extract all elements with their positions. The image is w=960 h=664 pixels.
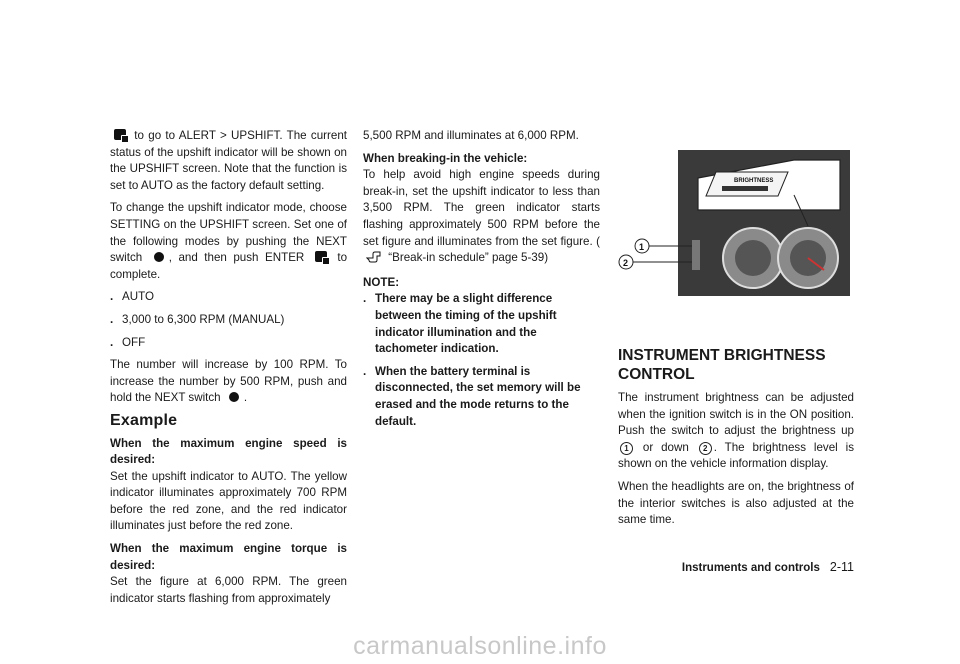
- text: , and then push ENTER: [168, 251, 305, 265]
- callout-1-inline: 1: [620, 442, 633, 455]
- right-column: [618, 346, 854, 535]
- next-switch-icon: [229, 392, 239, 402]
- text: to go to ALERT > UPSHIFT. The current status of the upshift indicator will be shown on the UPSHIFT screen. Note that the function is set to AUTO as the factory default setting.: [110, 129, 347, 192]
- paragraph-change-mode: [110, 200, 347, 283]
- enter-switch-icon: [114, 129, 126, 140]
- link-reference[interactable]: “Break-in schedule” page 5-39): [388, 251, 549, 265]
- paragraph-max-torque: Set the figure at 6,000 RPM. The green indicator starts flashing from approximately: [110, 575, 347, 605]
- page-footer: [628, 560, 854, 574]
- enter-switch-icon: [315, 251, 327, 262]
- note-label: NOTE:: [363, 275, 400, 289]
- callout-2: 2: [623, 258, 629, 268]
- subheading-max-speed: When the maximum engine speed is desired:: [110, 436, 347, 467]
- section-name: Instruments and controls: [681, 562, 820, 574]
- paragraph-increase: [110, 357, 347, 407]
- text: The number will increase by 100 RPM. To increase the number by 500 RPM, push and hold the NEXT switch: [110, 358, 347, 405]
- middle-column: [363, 128, 600, 436]
- text: To help avoid high engine speeds during break-in, set the upshift indicator to less than 3,500 RPM. The green indicator starts flashing approximately 500 RPM before the set figure and illuminates from the set figure. (: [363, 168, 600, 248]
- paragraph-brightness: [618, 390, 854, 473]
- instrument-panel-illustration: [618, 140, 850, 296]
- watermark: carmanualsonline.info: [353, 632, 607, 660]
- subheading-break-in: When breaking-in the vehicle:: [363, 151, 528, 165]
- text: or down: [642, 440, 689, 454]
- text: to complete.: [110, 251, 348, 281]
- left-column: [110, 128, 347, 613]
- text: .: [243, 391, 248, 405]
- text: . The brightness level is shown on the vehicle information display.: [618, 440, 854, 471]
- callout-1: 1: [639, 242, 645, 252]
- paragraph-headlights: When the headlights are on, the brightness of the interior switches is also adjusted at the same time.: [618, 479, 854, 527]
- page-number: 2-11: [829, 560, 854, 574]
- paragraph-continuation: 5,500 RPM and illuminates at 6,000 RPM.: [363, 129, 579, 142]
- paragraph-max-speed: Set the upshift indicator to AUTO. The yellow indicator illuminates approximately 700 RPM before the red zone, and the red indicator illuminates just before the red zone.: [110, 469, 347, 533]
- text: To change the upshift indicator mode, choose SETTING on the UPSHIFT screen. Set one of the following modes by pushing the NEXT switch: [110, 201, 347, 265]
- section-heading-example: Example: [110, 411, 178, 429]
- list-item: . AUTO: [110, 290, 154, 304]
- text: The instrument brightness can be adjusted when the ignition switch is in the ON position. Push the switch to adjust the brightness up: [618, 391, 854, 438]
- paragraph-break-in: [363, 167, 600, 267]
- subheading-max-torque: When the maximum engine torque is desired:: [110, 542, 347, 572]
- note-item: . There may be a slight difference between the timing of the upshift indicator illumination and the tachometer indication.: [363, 292, 557, 356]
- next-switch-icon: [154, 252, 164, 262]
- paragraph-upshift-status: [110, 128, 347, 194]
- list-item: . OFF: [110, 335, 146, 349]
- list-item: . 3,000 to 6,300 RPM (MANUAL): [110, 312, 285, 326]
- note-item: . When the battery terminal is disconnected, the set memory will be erased and the mode returns to the default.: [363, 364, 581, 428]
- hand-pointer-icon: [366, 251, 382, 263]
- callout-2-inline: 2: [699, 442, 712, 455]
- brightness-label: BRIGHTNESS: [734, 178, 774, 184]
- section-heading-brightness: INSTRUMENT BRIGHTNESS CONTROL: [618, 347, 826, 383]
